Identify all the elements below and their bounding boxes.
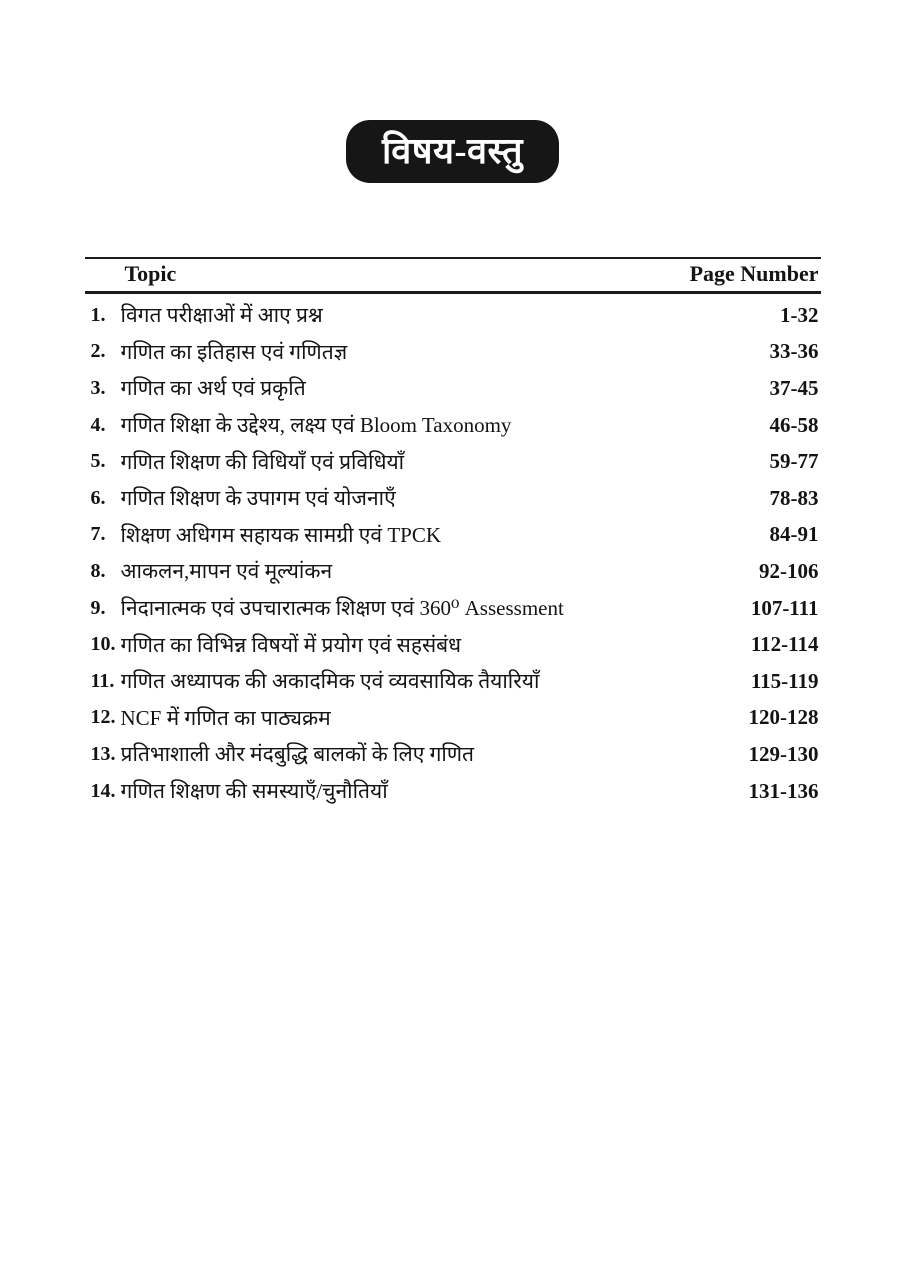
toc-row [85, 517, 821, 554]
toc-row-number: 1. [90, 303, 106, 326]
toc-header-row [85, 257, 821, 294]
toc-row-page-range: 37-45 [769, 375, 819, 400]
toc-row-number: 8. [90, 559, 106, 582]
contents-title-badge: विषय-वस्तु [346, 120, 559, 183]
toc-row-number: 13. [90, 742, 116, 765]
toc-row-page-range: 112-114 [750, 632, 819, 657]
table-of-contents [85, 257, 821, 809]
toc-row-page-range: 115-119 [750, 668, 819, 693]
toc-row-number: 14. [90, 779, 116, 802]
toc-row [85, 553, 821, 590]
toc-row-page-range: 84-91 [769, 522, 819, 547]
toc-row-number: 5. [90, 450, 106, 473]
toc-row [85, 443, 821, 480]
toc-row [85, 773, 821, 810]
toc-row [85, 407, 821, 444]
toc-row-number: 11. [90, 669, 115, 692]
toc-row-topic: प्रतिभाशाली और मंदबुद्धि बालकों के लिए गणित [120, 742, 475, 767]
toc-row-topic: गणित का विभिन्न विषयों में प्रयोग एवं सहसंबंध [120, 632, 462, 657]
toc-row [85, 663, 821, 700]
toc-row-topic: विगत परीक्षाओं में आए प्रश्न [120, 303, 323, 328]
toc-row-number: 10. [90, 633, 116, 656]
toc-row [85, 626, 821, 663]
toc-rows-container [85, 294, 821, 809]
toc-row-number: 2. [90, 340, 106, 363]
toc-row-topic: गणित का इतिहास एवं गणितज्ञ [120, 339, 348, 364]
toc-row-page-range: 92-106 [759, 558, 819, 583]
toc-row [85, 590, 821, 627]
toc-row-topic: निदानात्मक एवं उपचारात्मक शिक्षण एवं 360⁰ Assessment [120, 596, 564, 621]
toc-row-topic: गणित शिक्षण की विधियाँ एवं प्रविधियाँ [120, 449, 405, 474]
toc-row-page-range: 131-136 [748, 778, 819, 803]
toc-row-number: 4. [90, 413, 106, 436]
toc-row [85, 480, 821, 517]
toc-row-number: 9. [90, 596, 106, 619]
toc-row-number: 7. [90, 523, 106, 546]
toc-row-topic: NCF में गणित का पाठ्यक्रम [120, 705, 331, 730]
toc-row [85, 736, 821, 773]
toc-row [85, 370, 821, 407]
toc-row-topic: गणित शिक्षण की समस्याएँ/चुनौतियाँ [120, 779, 388, 804]
toc-row-page-range: 33-36 [769, 339, 819, 364]
toc-row-page-range: 1-32 [780, 302, 819, 327]
toc-row-topic: गणित शिक्षण के उपागम एवं योजनाएँ [120, 486, 396, 511]
page-number-column-header: Page Number [689, 261, 819, 286]
toc-row-number: 6. [90, 486, 106, 509]
toc-row-page-range: 46-58 [769, 412, 819, 437]
toc-row-number: 12. [90, 706, 116, 729]
toc-row-topic: गणित अध्यापक की अकादमिक एवं व्यवसायिक तैयारियाँ [120, 669, 540, 694]
toc-row-number: 3. [90, 376, 106, 399]
toc-row [85, 700, 821, 737]
toc-row-page-range: 120-128 [748, 705, 819, 730]
toc-row-page-range: 59-77 [769, 449, 819, 474]
toc-row [85, 297, 821, 334]
toc-row-topic: शिक्षण अधिगम सहायक सामग्री एवं TPCK [120, 522, 442, 547]
title-badge-container [0, 0, 905, 183]
toc-row-page-range: 129-130 [748, 741, 819, 766]
topic-column-header: Topic [124, 261, 177, 286]
toc-row-topic: गणित शिक्षा के उद्देश्य, लक्ष्य एवं Bloom Taxonomy [120, 413, 512, 438]
toc-row-topic: आकलन,मापन एवं मूल्यांकन [120, 559, 333, 584]
toc-row-page-range: 107-111 [750, 595, 819, 620]
toc-row-page-range: 78-83 [769, 485, 819, 510]
toc-row [85, 334, 821, 371]
toc-row-topic: गणित का अर्थ एवं प्रकृति [120, 376, 306, 401]
